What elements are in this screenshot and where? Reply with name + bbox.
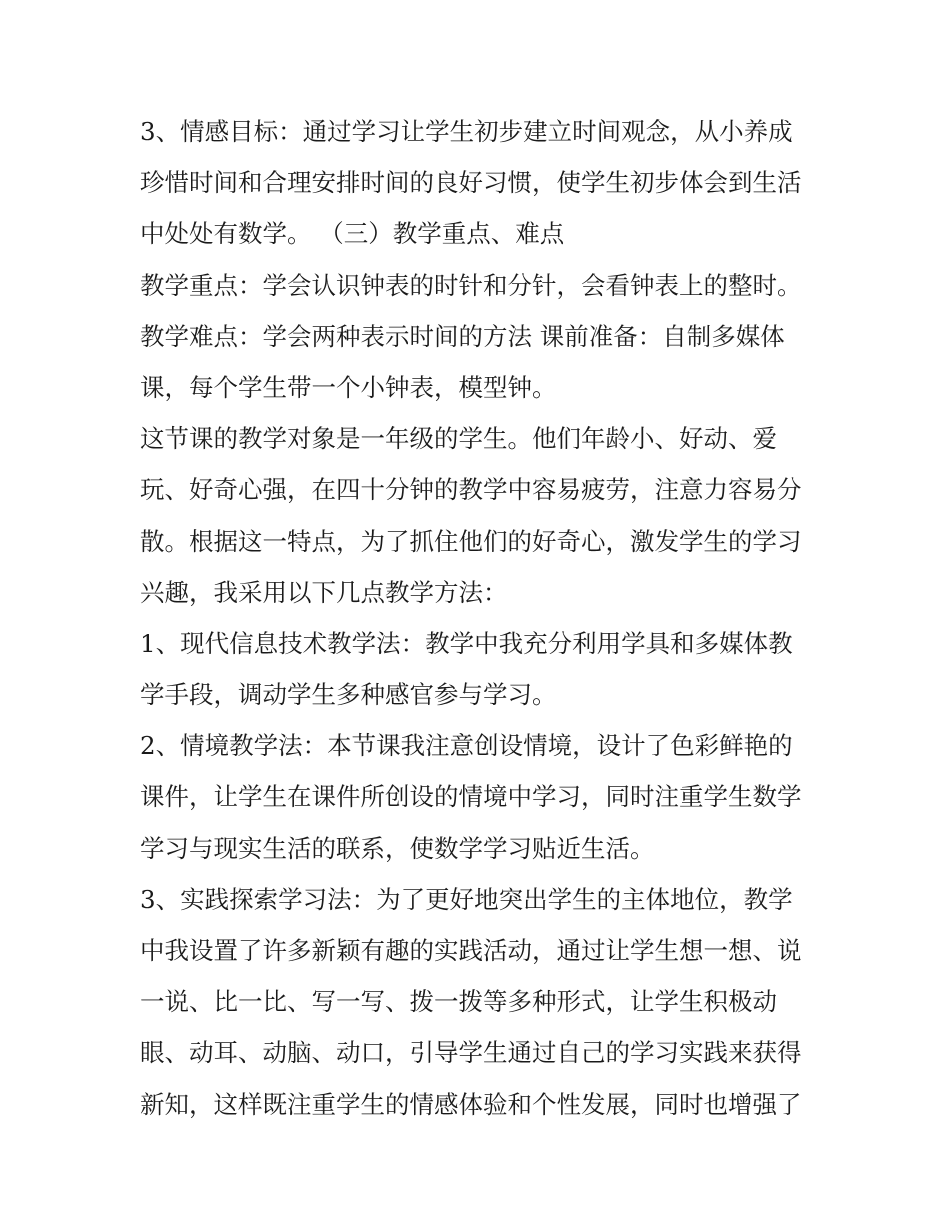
text-line: 3、情感目标：通过学习让学生初步建立时间观念，从小养成 (140, 117, 793, 146)
text-line: 这节课的教学对象是一年级的学生。他们年龄小、好动、爱 (140, 424, 777, 454)
text-line: 学习与现实生活的联系，使数学学习贴近生活。 (140, 833, 655, 863)
text-line: 中处处有数学。 （三）教学重点、难点 (140, 219, 565, 249)
text-line: 中我设置了许多新颖有趣的实践活动，通过让学生想一想、说 (140, 936, 802, 965)
text-line: 学手段，调动学生多种感官参与学习。 (140, 680, 557, 710)
text-line: 课，每个学生带一个小钟表，模型钟。 (140, 372, 557, 402)
text-line: 眼、动耳、动脑、动口，引导学生通过自己的学习实践来获得 (140, 1038, 802, 1068)
text-line: 1、现代信息技术教学法：教学中我充分利用学具和多媒体教 (140, 628, 793, 658)
text-line: 教学难点：学会两种表示时间的方法 课前准备：自制多媒体 (140, 321, 785, 351)
text-line: 新知，这样既注重学生的情感体验和个性发展，同时也增强了 (140, 1089, 802, 1119)
text-line: 一说、比一比、写一写、拨一拨等多种形式，让学生积极动 (140, 987, 777, 1017)
text-line: 3、实践探索学习法：为了更好地突出学生的主体地位，教学 (140, 884, 793, 914)
text-line: 2、情境教学法：本节课我注意创设情境，设计了色彩鲜艳的 (140, 731, 793, 761)
text-line: 教学重点：学会认识钟表的时针和分针，会看钟表上的整时。 (140, 270, 802, 300)
text-line: 课件，让学生在课件所创设的情境中学习，同时注重学生数学 (140, 782, 802, 812)
text-line: 珍惜时间和合理安排时间的良好习惯，使学生初步体会到生活 (140, 168, 802, 198)
text-line: 玩、好奇心强，在四十分钟的教学中容易疲劳，注意力容易分 (140, 475, 802, 505)
document-body (140, 106, 820, 1130)
text-line: 兴趣，我采用以下几点教学方法： (140, 577, 508, 607)
text-line: 散。根据这一特点，为了抓住他们的好奇心，激发学生的学习 (140, 526, 802, 556)
